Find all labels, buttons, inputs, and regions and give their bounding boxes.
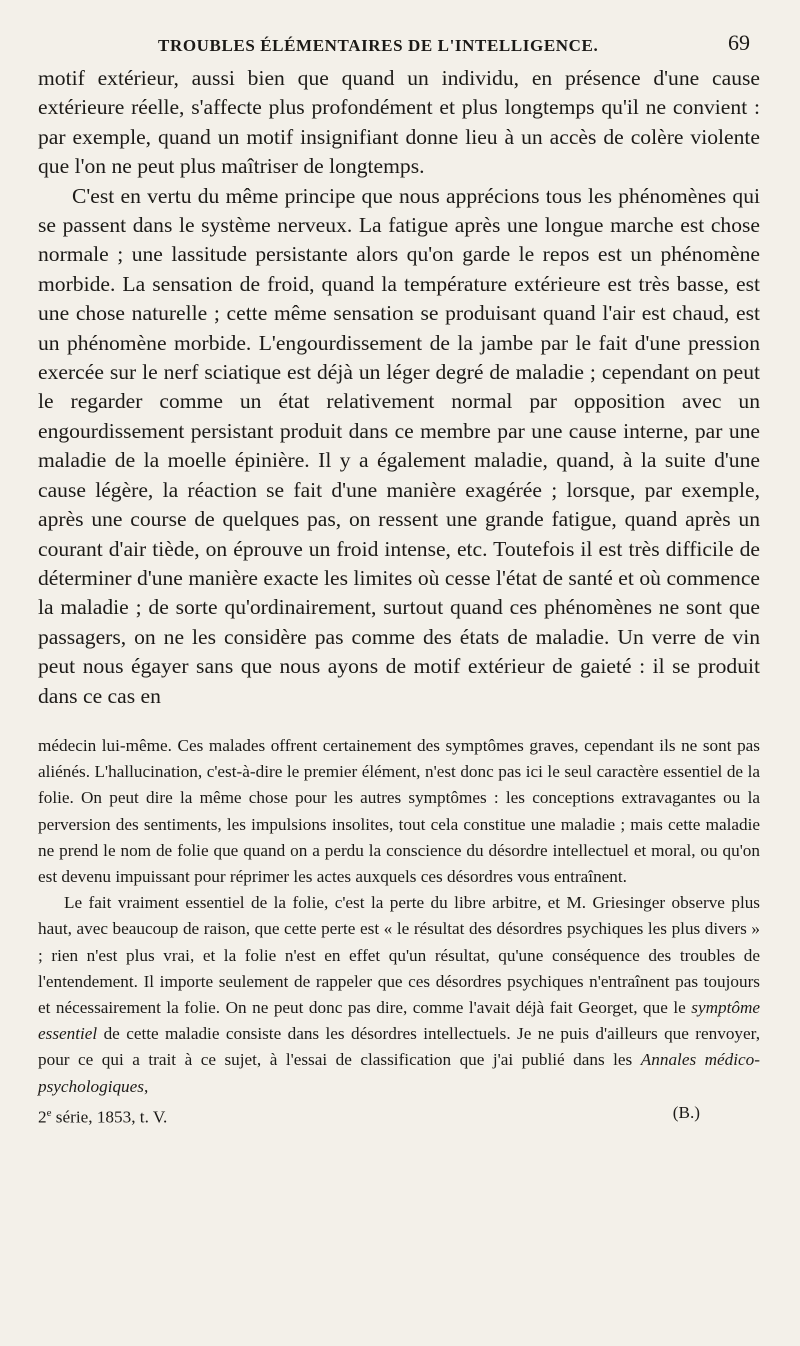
citation-superscript: e	[46, 1106, 52, 1119]
citation-rest: série, 1853, t. V.	[51, 1107, 168, 1127]
emphasis-text: symptôme essentiel	[38, 997, 760, 1044]
footnote-paragraph-1: médecin lui-même. Ces malades offrent certainement des symptômes graves, cependant ils ne sont pas aliénés. L'hallucination, c'est-à-dire le premier élément, n'est donc pas ici le seul caractère essentiel de la folie. On peut dire la même chose pour les autres symptômes : les conceptions extravagantes ou la perversion des sentiments, les impulsions insolites, tout cela constitue une maladie ; mais cette maladie ne prend le nom de folie que quand on a perdu la conscience du désordre intellectuel et moral, ou qu'on est devenu impuissant pour réprimer les actes auxquels ces désordres vous entraînent.	[38, 735, 760, 886]
journal-title: Annales médico-psychologiques	[38, 1050, 761, 1096]
page-number: 69	[728, 30, 750, 55]
running-title: TROUBLES ÉLÉMENTAIRES DE L'INTELLIGENCE.	[158, 36, 599, 55]
footnote-text: de cette maladie consiste dans les désordres intellectuels. Je ne puis d'ailleurs que renvoyer, pour ce qui a trait à ce sujet, à l'essai de classification que j'ai publié dans les	[38, 1024, 760, 1070]
body-paragraph-2: C'est en vertu du même principe que nous apprécions tous les phénomènes qui se passent dans le système nerveux. La fatigue après une longue marche est chose normale ; une lassitude persistante alors qu'on garde le repos est un phénomène morbide. La sensation de froid, quand la température extérieure est très basse, est une chose naturelle ; cette même sensation se produisant quand l'air est chaud, est un phénomène morbide. L'engourdissement de la jambe par le fait d'une pression exercée sur le nerf sciatique est déjà un léger degré de maladie ; cependant on peut le regarder comme un état relativement normal par opposition avec un engourdissement persistant produit dans ce membre par une cause interne, par une maladie de la moelle épinière. Il y a également maladie, quand, à la suite d'une cause légère, la réaction se fait d'une manière exagérée ; lorsque, par exemple, après une course de quelques pas, on ressent une grande fatigue, quand après un courant d'air tiède, on éprouve un froid intense, etc. Toutefois il est très difficile de déterminer d'une manière exacte les limites où cesse l'état de santé et où commence la maladie ; de sorte qu'ordinairement, surtout quand ces phénomènes ne sont que passagers, on ne les considère pas comme des états de maladie. Un verre de vin peut nous égayer sans que nous ayons de motif extérieur de gaieté : il se produit dans ce cas en	[38, 183, 760, 708]
citation-series: 2	[38, 1107, 47, 1127]
signature: (B.)	[672, 1102, 700, 1122]
footnote	[38, 733, 760, 1131]
footnote-text: ,	[143, 1076, 149, 1096]
footnote-paragraph-2	[38, 890, 760, 1100]
body-paragraph-1: motif extérieur, aussi bien que quand un individu, en présence d'une cause extérieure réelle, s'affecte plus profondément et plus longtemps qu'il ne convient : par exemple, quand un motif insignifiant donne lieu à un accès de colère violente que l'on ne peut plus maîtriser de longtemps.	[38, 66, 760, 179]
main-text	[38, 64, 760, 711]
citation	[38, 1100, 167, 1131]
citation-line	[38, 1100, 760, 1131]
page-header	[38, 30, 760, 64]
footnote-text: Le fait vraiment essentiel de la folie, c'est la perte du libre arbitre, et M. Griesinger observe plus haut, avec beaucoup de raison, que cette perte est « le résultat des désordres psychiques les plus divers » ; rien n'est plus vrai, et la folie n'est en effet qu'un résultat, qu'une conséquence des troubles de l'entendement. Il importe seulement de rappeler que ces désordres psychiques n'entraînent pas toujours et nécessairement la folie. On ne peut donc pas dire, comme l'avait déjà fait Georget, que le	[38, 893, 760, 1017]
